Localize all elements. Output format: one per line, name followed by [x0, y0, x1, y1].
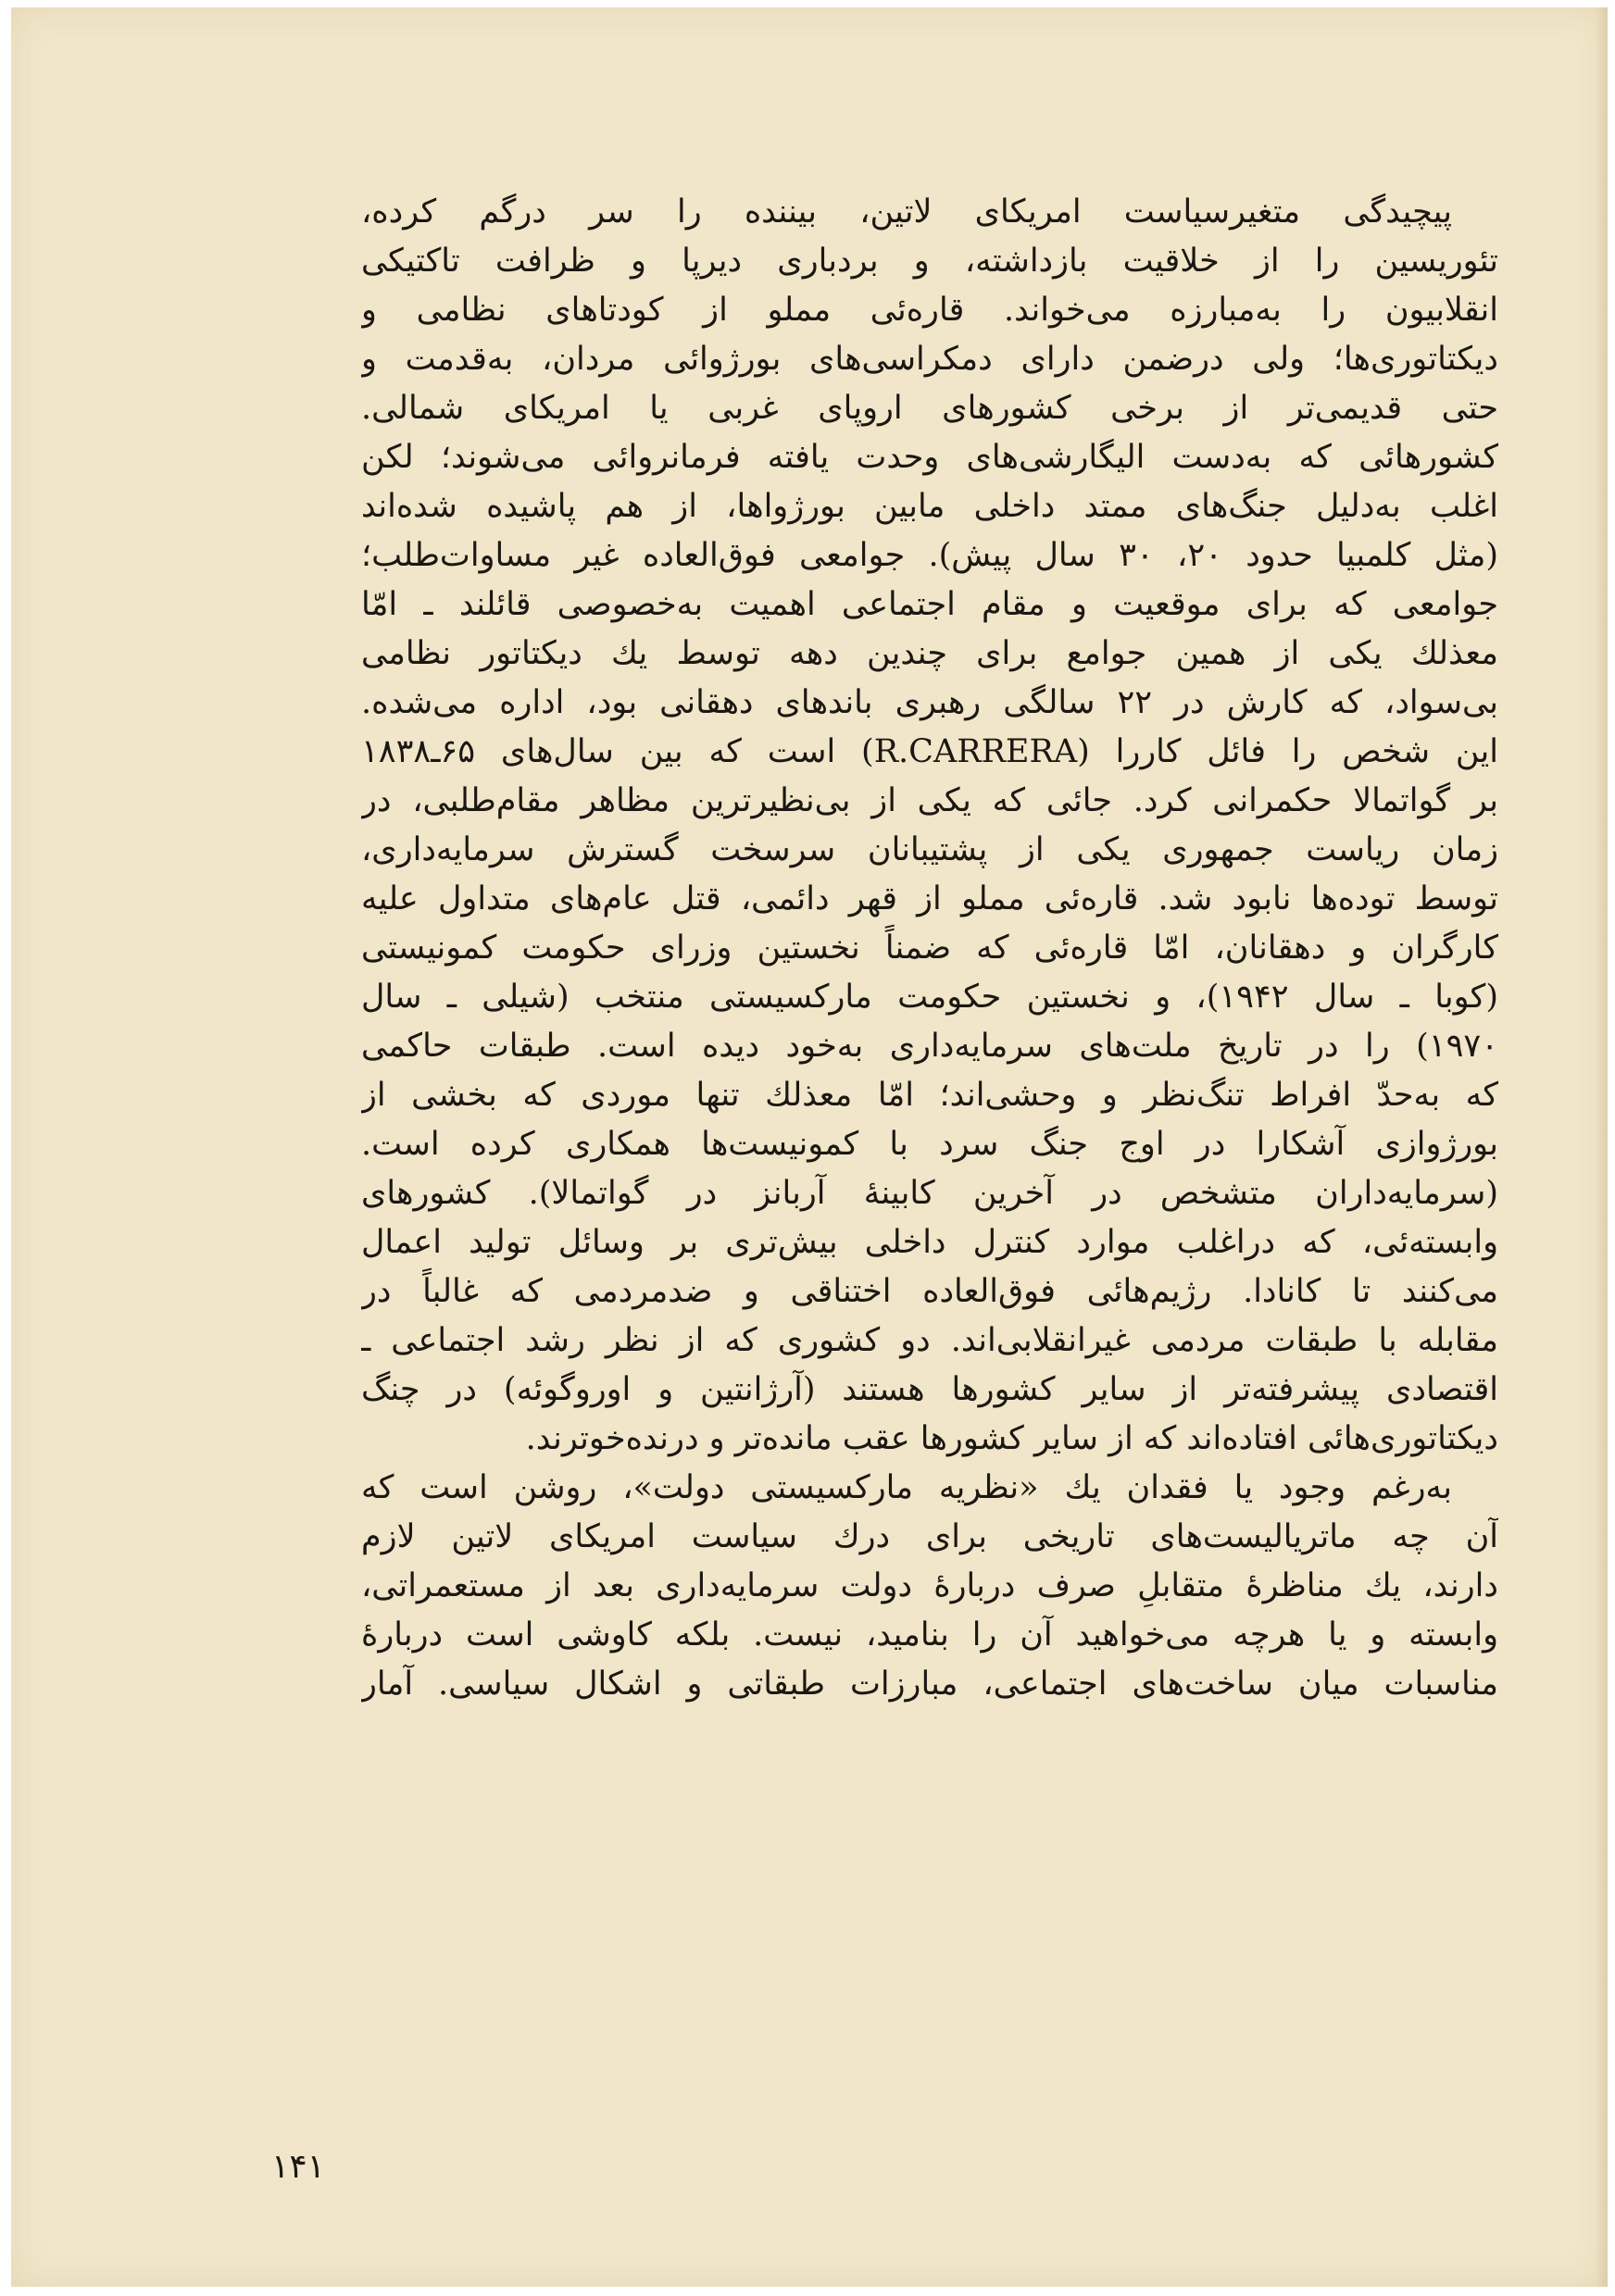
text-line: دیکتاتوری‌ها؛ ولی درضمن دارای دمکراسی‌های بورژوائی مردان، به‌قدمت و	[361, 341, 1498, 378]
page-edge	[1595, 7, 1608, 2287]
text-line: دارند، یك مناظرهٔ متقابلِ صرف دربارهٔ دولت سرمایه‌داری بعد از مستعمراتی،	[361, 1567, 1498, 1604]
text-line: به‌رغم وجود یا فقدان یك «نظریه مارکسیستی دولت»، روشن است که	[361, 1469, 1452, 1506]
text-line: مناسبات میان ساخت‌های اجتماعی، مبارزات طبقاتی و اشکال سیاسی. آمار	[361, 1666, 1498, 1703]
text-line: (مثل کلمبیا حدود ۲۰، ۳۰ سال پیش). جوامعی فوق‌العاده غیر مساوات‌طلب؛	[361, 537, 1498, 574]
text-line: (کوبا ـ سال ۱۹۴۲)، و نخستین حکومت مارکسیستی منتخب (شیلی ـ سال	[361, 979, 1498, 1016]
text-line: بر گواتمالا حکمرانی کرد. جائی که یکی از بی‌نظیرترین مظاهر مقام‌طلبی، در	[361, 782, 1498, 819]
text-line: مقابله با طبقات مردمی غیرانقلابی‌اند. دو کشوری که از نظر رشد اجتماعی ـ	[361, 1322, 1498, 1359]
text-line: کارگران و دهقانان، امّا قاره‌ئی که ضمناً نخستین وزرای حکومت کمونیستی	[361, 930, 1498, 967]
paragraph	[361, 1464, 1498, 1709]
text-line: وابسته و یا هرچه می‌خواهید آن را بنامید، نیست. بلکه کاوشی است دربارهٔ	[361, 1616, 1498, 1653]
body-text	[361, 188, 1498, 1709]
text-line: جوامعی که برای موقعیت و مقام اجتماعی اهمیت به‌خصوصی قائلند ـ امّا	[361, 586, 1498, 623]
text-line: دیکتاتوری‌هائی افتاده‌اند که از سایر کشورها عقب مانده‌تر و درنده‌خوترند.	[525, 1420, 1498, 1457]
text-line: می‌کنند تا کانادا. رژیم‌هائی فوق‌العاده اختناقی و ضدمردمی که غالباً در	[361, 1273, 1498, 1310]
text-line: که به‌حدّ افراط تنگ‌نظر و وحشی‌اند؛ امّا معذلك تنها موردی که بخشی از	[361, 1077, 1498, 1114]
text-line: انقلابیون را به‌مبارزه می‌خواند. قاره‌ئی مملو از کودتاهای نظامی و	[361, 292, 1498, 329]
text-line: تئوریسین را از خلاقیت بازداشته، و بردباری دیرپا و ظرافت تاکتیکی	[361, 243, 1498, 280]
text-line: (سرمایه‌داران متشخص در آخرین کابینهٔ آربانز در گواتمالا). کشورهای	[361, 1175, 1498, 1212]
text-line: اغلب به‌دلیل جنگ‌های ممتد داخلی مابین بورژواها، از هم پاشیده شده‌اند	[361, 488, 1498, 525]
text-line: پیچیدگی متغیرسیاست امریکای لاتین، بیننده را سر درگم کرده،	[361, 193, 1452, 231]
text-line: آن چه ماتریالیست‌های تاریخی برای درك سیاست امریکای لاتین لازم	[361, 1518, 1498, 1555]
text-line: معذلك یکی از همین جوامع برای چندین دهه توسط یك دیکتاتور نظامی	[361, 635, 1498, 672]
text-line: بورژوازی آشکارا در اوج جنگ سرد با کمونیست‌ها همکاری کرده است.	[361, 1126, 1498, 1163]
text-line: وابسته‌ئی، که دراغلب موارد کنترل داخلی بیش‌تری بر وسائل تولید اعمال	[361, 1224, 1498, 1261]
paragraph	[361, 188, 1498, 1464]
text-line: بی‌سواد، که کارش در ۲۲ سالگی رهبری باندهای دهقانی بود، اداره می‌شده.	[361, 684, 1498, 721]
text-line: کشورهائی که به‌دست الیگارشی‌های وحدت یافته فرمانروائی می‌شوند؛ لکن	[361, 439, 1498, 476]
text-line: توسط توده‌ها نابود شد. قاره‌ئی مملو از قهر دائمی، قتل عام‌های متداول علیه	[361, 880, 1498, 917]
text-line: زمان ریاست جمهوری یکی از پشتیبانان سرسخت گسترش سرمایه‌داری،	[361, 831, 1498, 868]
text-line: ۱۹۷۰) را در تاریخ ملت‌های سرمایه‌داری به‌خود دیده است. طبقات حاکمی	[361, 1028, 1498, 1065]
text-line: حتی قدیمی‌تر از برخی کشورهای اروپای غربی یا امریکای شمالی.	[361, 390, 1498, 427]
text-line: اقتصادی پیشرفته‌تر از سایر کشورها هستند (آرژانتین و اوروگوئه) در چنگ	[361, 1371, 1498, 1408]
text-line: این شخص را فائل کاررا (R.CARRERA) است که بین سال‌های ۶۵ـ۱۸۳۸	[361, 733, 1498, 770]
book-page	[11, 7, 1608, 2287]
page-number: ۱۴۱	[270, 2148, 325, 2186]
